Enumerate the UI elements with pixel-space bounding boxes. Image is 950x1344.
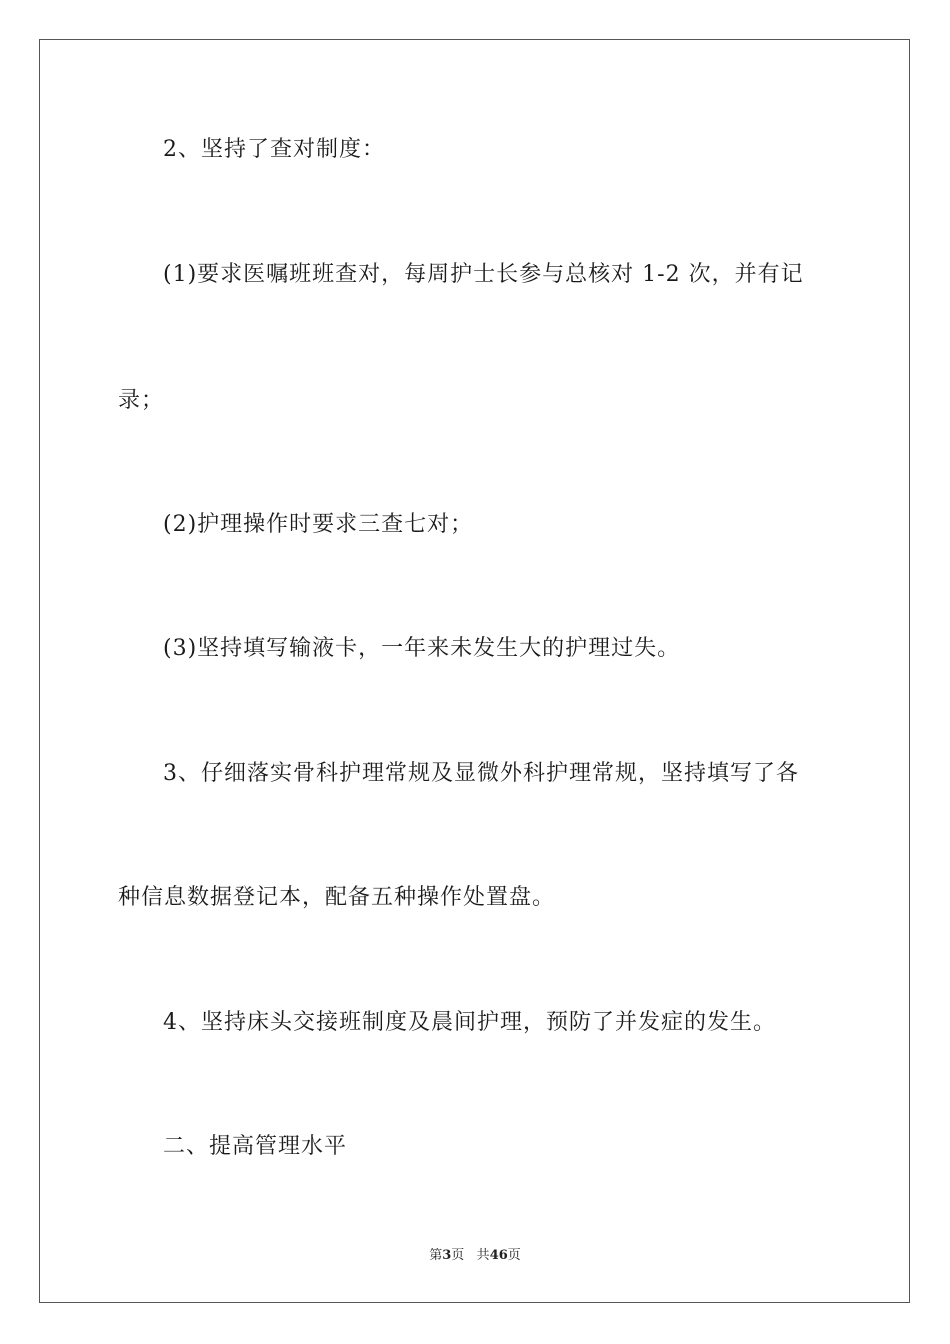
page-border [39, 39, 910, 1303]
paragraph-line: 录； [118, 388, 165, 413]
footer-total-prefix: 共 [476, 1248, 490, 1263]
paragraph-line: (3)坚持填写输液卡，一年来未发生大的护理过失。 [163, 636, 681, 661]
page-footer [0, 1247, 950, 1265]
footer-page-suffix: 页 [451, 1248, 465, 1263]
footer-total-suffix: 页 [507, 1248, 521, 1263]
footer-total-pages: 46 [489, 1248, 508, 1263]
paragraph-line: 2、坚持了查对制度： [163, 137, 385, 162]
footer-prefix: 第 [429, 1248, 443, 1263]
section-heading: 二、提高管理水平 [163, 1134, 348, 1159]
paragraph-line: (2)护理操作时要求三查七对； [163, 512, 474, 537]
paragraph-line: 种信息数据登记本，配备五种操作处置盘。 [118, 885, 556, 910]
paragraph-line: 4、坚持床头交接班制度及晨间护理，预防了并发症的发生。 [163, 1010, 776, 1035]
paragraph-line: (1)要求医嘱班班查对，每周护士长参与总核对 1-2 次，并有记 [163, 262, 804, 287]
footer-page-number: 3 [442, 1248, 452, 1263]
paragraph-line: 3、仔细落实骨科护理常规及显微外科护理常规，坚持填写了各 [163, 761, 799, 786]
